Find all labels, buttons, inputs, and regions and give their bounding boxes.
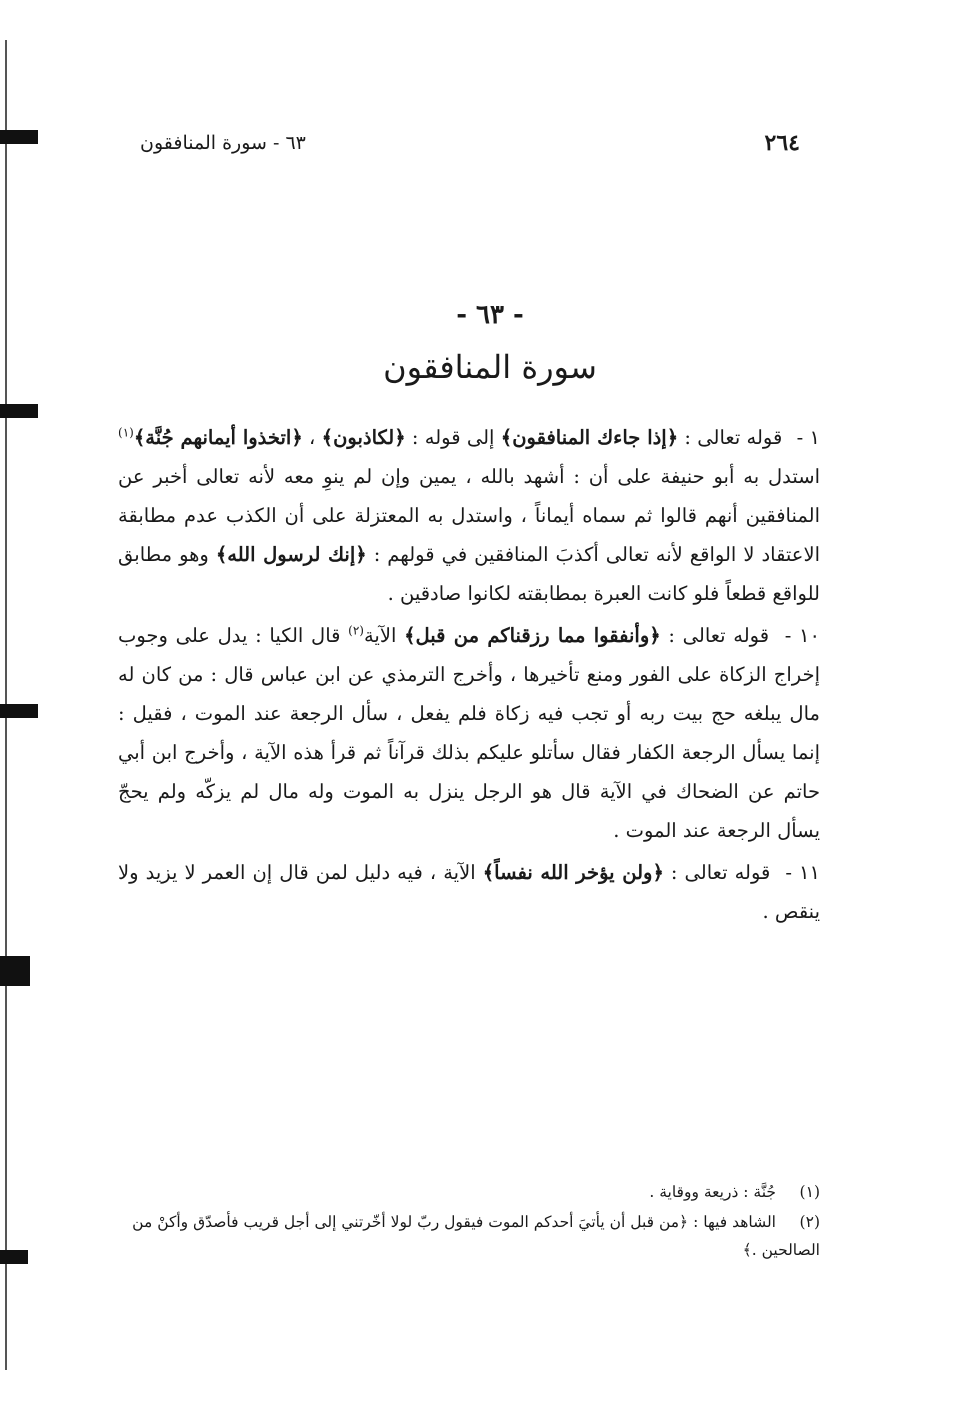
text-segment: قوله تعالى : xyxy=(678,426,783,449)
text-segment: قوله تعالى : xyxy=(660,624,770,647)
footnotes xyxy=(118,1178,820,1266)
text-segment: قوله تعالى : xyxy=(663,861,771,884)
chapter-title: سورة المنافقون xyxy=(383,348,597,386)
page-header xyxy=(140,128,800,158)
footnote-number: (٢) xyxy=(799,1213,820,1231)
footnote-text: جُنَّة : ذريعة ووقاية . xyxy=(649,1183,776,1201)
quran-quote: ﴿ولن يؤخر الله نفساً﴾ xyxy=(482,861,664,884)
page-tab-marker xyxy=(0,956,30,986)
chapter-number: - ٦٣ - xyxy=(456,300,524,330)
text-segment: ، xyxy=(302,426,322,449)
text-segment: الآية xyxy=(363,624,405,647)
paragraph xyxy=(118,418,820,613)
verse-number: ١ - xyxy=(796,426,820,449)
text-segment: قال الكيا : يدل على وجوب إخراج الزكاة على الفور ومنع تأخيرها ، وأخرج الترمذي عن ابن عباس قال : من كان له مال يبلغه حج بيت ربه أو تجب فيه زكاة فلم يفعل ، سأل الرجعة عند الموت ، فقيل : إنما يسأل الرجعة الكفار فقال سأتلو عليكم بذلك قرآناً ثم قرأ هذه الآية ، وأخرج ابن أبي حاتم عن الضحاك في الآية قال هو الرجل ينزل به الموت وله مال لم يزكّه ولم يحجّ يسأل الرجعة عند الموت . xyxy=(118,624,820,842)
text-segment: الآية ، فيه دليل لمن قال إن العمر لا يزيد ولا ينقص . xyxy=(118,861,820,923)
text-segment: استدل به أبو حنيفة على أن : أشهد بالله ، يمين وإن لم ينوِ معه لأنه تعالى أخبر عن المنافقين أنهم قالوا ثم سماه أيماناً ، واستدل به المعتزلة على أن الكذب عدم مطابقة الاعتقاد لا الواقع لأنه تعالى أكذبَ المنافقين في قولهم : xyxy=(118,465,820,566)
paragraph xyxy=(118,853,820,931)
quran-quote: ﴿اتخذوا أيمانهم جُنَّة﴾ xyxy=(133,426,303,449)
footnote-ref: (٢) xyxy=(348,623,364,638)
quran-quote: ﴿إذا جاءك المنافقون﴾ xyxy=(500,426,679,449)
footnote xyxy=(118,1178,820,1206)
page-tab-marker xyxy=(0,404,38,418)
quran-quote: ﴿إنك لرسول الله﴾ xyxy=(215,543,367,566)
text-segment: إلى قوله : xyxy=(405,426,501,449)
quran-quote: ﴿وأنفقوا مما رزقناكم من قبل﴾ xyxy=(404,624,661,647)
footnote-number: (١) xyxy=(799,1183,820,1201)
verse-number: ١٠ - xyxy=(784,624,820,647)
quran-quote: ﴿لكاذبون﴾ xyxy=(321,426,406,449)
paragraph xyxy=(118,616,820,850)
page-number: ٢٦٤ xyxy=(764,130,800,156)
verse-number: ١١ - xyxy=(785,861,820,884)
page-tab-marker xyxy=(0,704,38,718)
body-text xyxy=(118,418,820,934)
text-segment: وهو مطابق للواقع قطعاً فلو كانت العبرة بمطابقته لكانوا صادقين . xyxy=(118,543,820,605)
footnote-ref: (١) xyxy=(118,425,134,440)
footnote-text: الشاهد فيها : ﴿من قبل أن يأتيَ أحدكم الموت فيقول ربّ لولا أخّرتني إلى أجل قريب فأصدّق وأكنْ من الصالحين .﴾ xyxy=(132,1213,820,1259)
footnote xyxy=(118,1208,820,1264)
page-tab-marker xyxy=(0,1250,28,1264)
page-tab-marker xyxy=(0,130,38,144)
running-title: ٦٣ - سورة المنافقون xyxy=(140,132,306,154)
